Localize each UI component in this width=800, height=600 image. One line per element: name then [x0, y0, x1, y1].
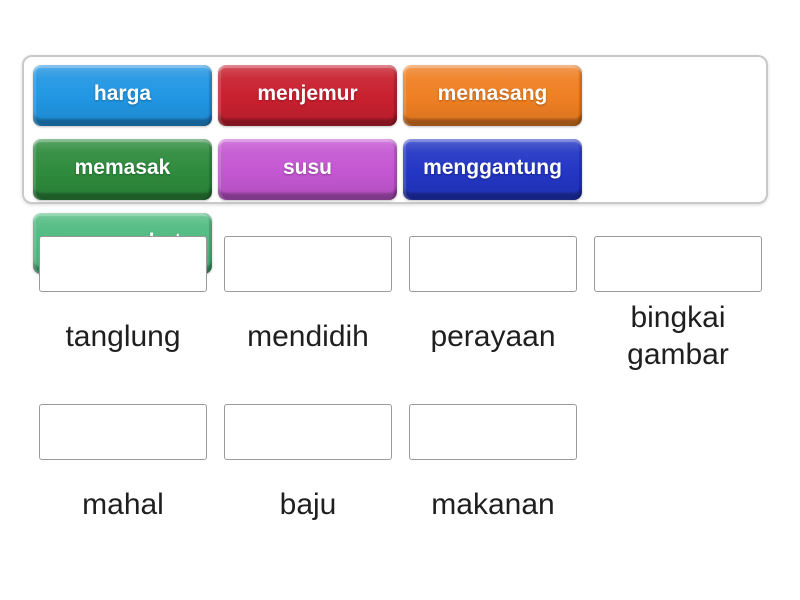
- match-cell: [224, 404, 392, 548]
- target-label: baju: [279, 487, 337, 521]
- target-label: perayaan: [430, 319, 556, 353]
- answer-dropzone[interactable]: [594, 236, 762, 292]
- target-label-wrap: [31, 460, 216, 548]
- match-cell: [594, 236, 762, 380]
- answer-dropzone[interactable]: [39, 404, 207, 460]
- target-label-wrap: [31, 292, 216, 380]
- target-label: mendidih: [247, 319, 369, 353]
- target-label: bingkai gambar: [627, 301, 729, 371]
- word-chip[interactable]: susu: [218, 139, 397, 200]
- answer-dropzone[interactable]: [409, 404, 577, 460]
- target-label-wrap: [401, 460, 586, 548]
- target-label: mahal: [82, 487, 164, 521]
- match-cell: [224, 236, 392, 380]
- target-label-wrap: [586, 292, 771, 380]
- match-cell: [409, 236, 577, 380]
- answer-dropzone[interactable]: [39, 236, 207, 292]
- match-cell: [409, 404, 577, 548]
- word-chip[interactable]: harga: [33, 65, 212, 126]
- target-label-wrap: [216, 292, 401, 380]
- word-chip[interactable]: memasak: [33, 139, 212, 200]
- word-chip[interactable]: memasang: [403, 65, 582, 126]
- word-chip[interactable]: menggantung: [403, 139, 582, 200]
- answer-dropzone[interactable]: [224, 404, 392, 460]
- match-cell: [39, 404, 207, 548]
- target-label-wrap: [401, 292, 586, 380]
- answer-row-1: [39, 236, 762, 380]
- answer-dropzone[interactable]: [224, 236, 392, 292]
- target-label: makanan: [431, 487, 555, 521]
- word-chip[interactable]: menjemur: [218, 65, 397, 126]
- answer-row-2: [39, 404, 577, 548]
- match-cell: [39, 236, 207, 380]
- word-tray: [22, 55, 768, 204]
- answer-dropzone[interactable]: [409, 236, 577, 292]
- target-label: tanglung: [65, 319, 181, 353]
- target-label-wrap: [216, 460, 401, 548]
